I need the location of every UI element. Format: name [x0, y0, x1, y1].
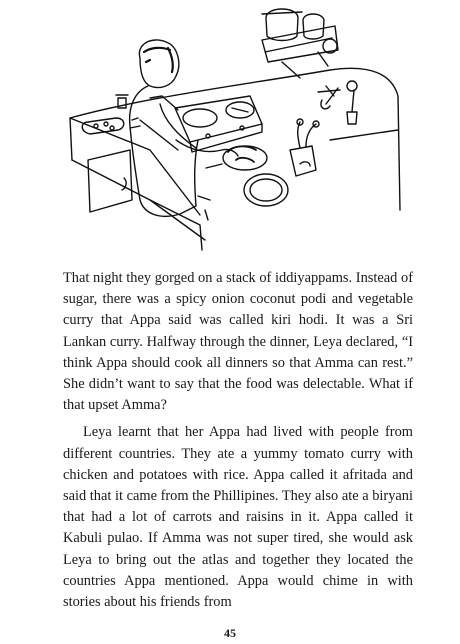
page-number: 45	[224, 626, 236, 640]
paragraph: That night they gorged on a stack of iddiyappams. Instead of sugar, there was a spicy onion coconut podi and vegetable curry that Appa said was called kiri hodi. It was a Sri Lankan curry. Halfway through the dinner, Leya declared, “I think Appa should cook all dinners so that Amma can rest.” She didn’t want to say that the food was delectable. What if that upset Amma?	[63, 270, 413, 414]
wall-shelf	[262, 26, 338, 62]
kitchen-illustration	[0, 0, 460, 255]
paragraph: Leya learnt that her Appa had lived with people from different countries. They ate a yummy tomato curry with chicken and potatoes with rice. Appa called it afritada and said that it came from the Phillipines. They also ate a biryani that had a lot of carrots and raisins in it. Appa called it Kabuli pulao. If Amma was not super tired, she would ask Leya to bring out the atlas and together they located the countries Appa mentioned. Appa would chime in with stories about his friends from	[63, 424, 413, 611]
body-text	[63, 268, 413, 613]
spatula	[347, 90, 357, 124]
shelf-pot	[303, 14, 324, 39]
